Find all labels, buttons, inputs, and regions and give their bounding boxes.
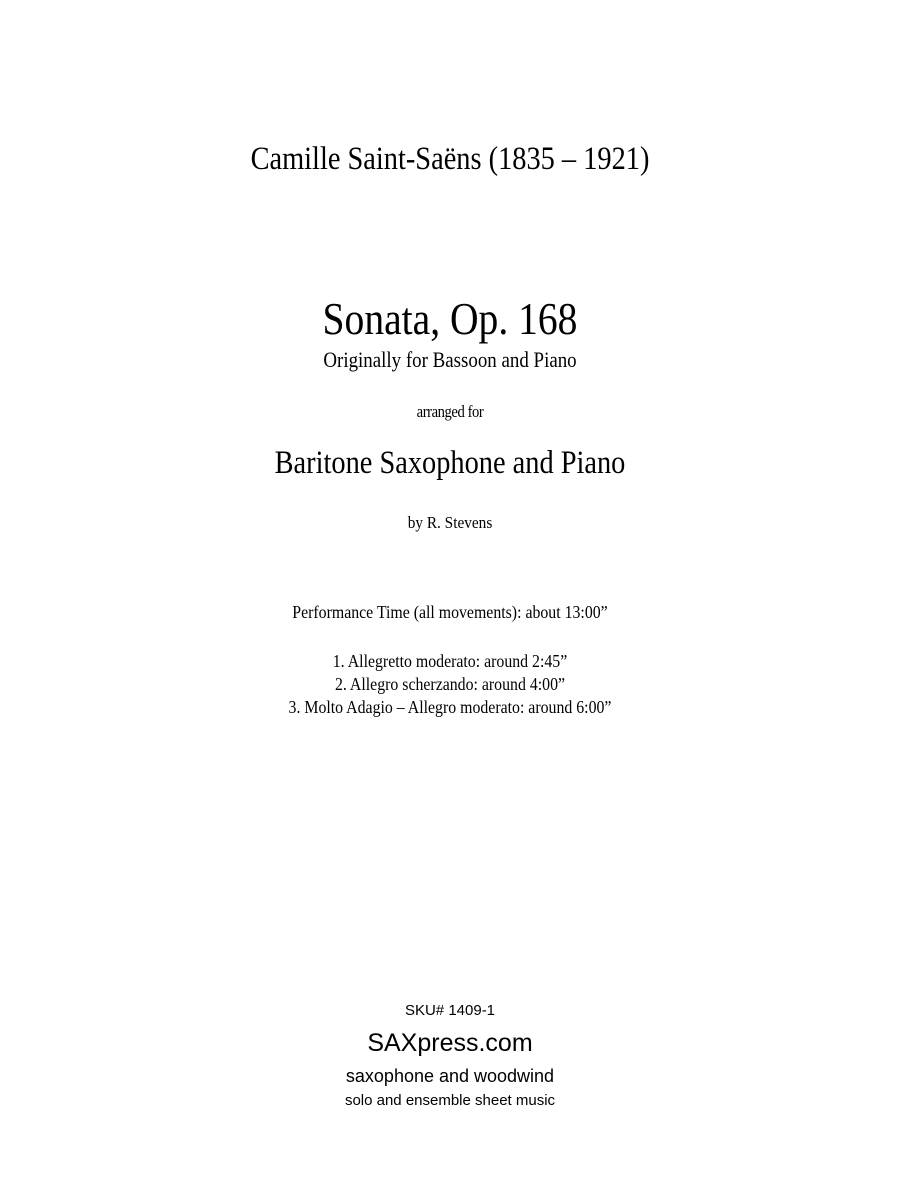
publisher-tagline-primary: saxophone and woodwind: [345, 1066, 555, 1086]
movement-item: 2. Allegro scherzando: around 4:00”: [334, 674, 566, 694]
composer-heading: Camille Saint-Saëns (1835 – 1921): [250, 141, 650, 177]
performance-time: Performance Time (all movements): about 13:00”: [292, 602, 608, 622]
movement-item: 3. Molto Adagio – Allegro moderato: around 6:00”: [288, 697, 612, 717]
sku-number: SKU# 1409-1: [404, 1002, 496, 1019]
movement-item: 1. Allegretto moderato: around 2:45”: [332, 651, 568, 671]
arranged-for-label: arranged for: [416, 402, 484, 421]
movement-list: [0, 650, 900, 719]
arranger-credit: by R. Stevens: [407, 513, 493, 532]
work-title: Sonata, Op. 168: [322, 293, 578, 344]
arranged-scoring: Baritone Saxophone and Piano: [274, 445, 626, 481]
publisher-website: SAXpress.com: [367, 1029, 533, 1057]
publisher-tagline-secondary: solo and ensemble sheet music: [344, 1092, 556, 1109]
original-scoring: Originally for Bassoon and Piano: [323, 347, 577, 372]
